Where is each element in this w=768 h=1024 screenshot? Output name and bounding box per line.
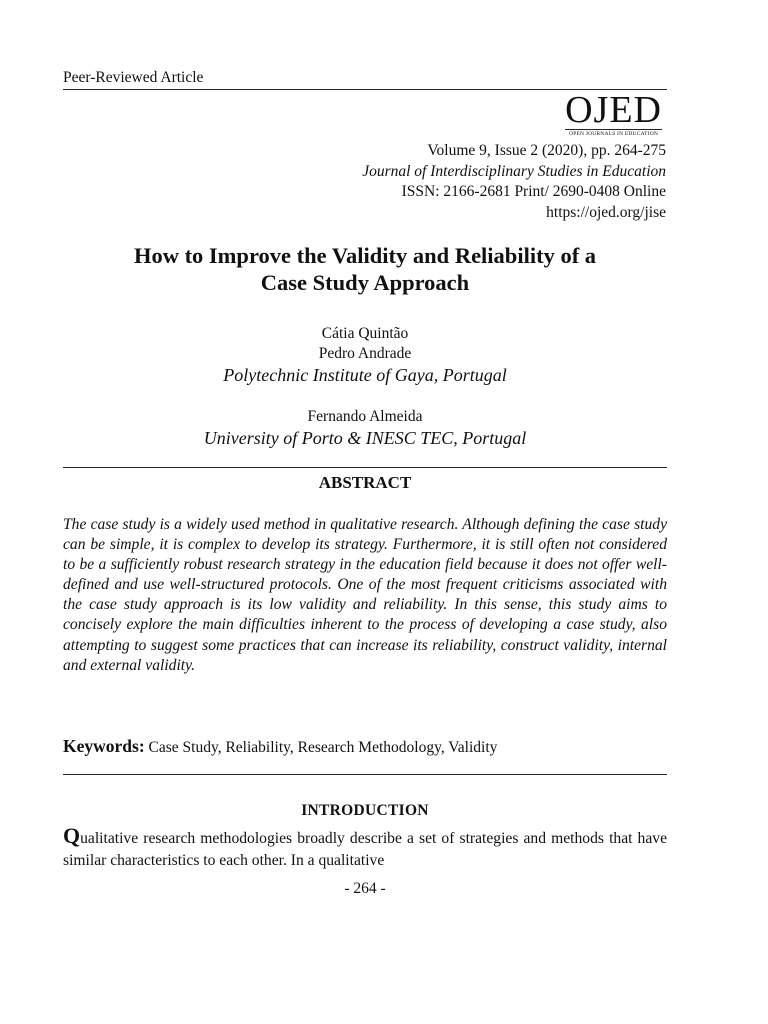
logo-mark: OJED [565,89,662,131]
keywords-label: Keywords: [63,736,145,756]
author-affiliation: Polytechnic Institute of Gaya, Portugal [223,365,507,385]
keywords-value: Case Study, Reliability, Research Methodology, Validity [148,739,498,756]
ojed-logo [565,89,662,137]
author-group-2 [63,407,667,450]
running-head: Peer-Reviewed Article [63,69,204,86]
author-name: Pedro Andrade [318,345,412,362]
journal-url[interactable]: https://ojed.org/jise [546,203,666,221]
journal-info [362,141,666,223]
author-name: Cátia Quintão [321,325,409,342]
title-line-1: How to Improve the Validity and Reliability of a [133,243,597,268]
issn-line: ISSN: 2166-2681 Print/ 2690-0408 Online [401,183,666,200]
author-group-1 [63,324,667,387]
logo-subtitle: OPEN JOURNALS IN EDUCATION [569,131,659,137]
introduction-text [63,825,667,872]
abstract-text: The case study is a widely used method in qualitative research. Although defining the case study can be simple, it is complex to develop its strategy. Furthermore, it is still often not considered to be a sufficiently robust research strategy in the education field because it does not offer well-defined and use well-structured protocols. One of the most frequent criticisms associated with the case study approach is its low validity and reliability. In this sense, this study aims to concisely explore the main difficulties inherent to the process of developing a case study, also attempting to suggest some practices that can increase its reliability, construct validity, internal and external validity. [63,516,667,674]
journal-name: Journal of Interdisciplinary Studies in Education [362,162,666,180]
section-divider [63,774,667,775]
volume-line: Volume 9, Issue 2 (2020), pp. 264-275 [427,142,666,159]
page-number: - 264 - [344,880,386,897]
author-affiliation: University of Porto & INESC TEC, Portugal [203,428,527,448]
abstract-heading: ABSTRACT [318,473,412,492]
drop-cap: Q [63,823,81,848]
author-name: Fernando Almeida [307,408,423,425]
introduction-body: ualitative research methodologies broadly describe a set of strategies and methods that have similar characteristics to each other. In a qualitative [63,830,667,869]
introduction-heading: INTRODUCTION [301,802,429,819]
section-divider [63,467,667,468]
title-line-2: Case Study Approach [260,270,470,295]
article-title [63,242,667,296]
keywords [63,736,667,757]
